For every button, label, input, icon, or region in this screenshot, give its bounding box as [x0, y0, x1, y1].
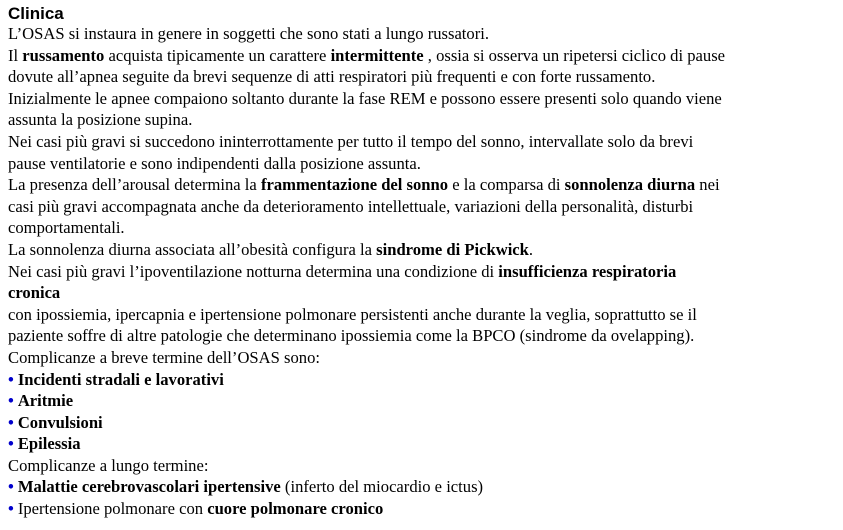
text-segment: Il [8, 45, 23, 65]
text-line [8, 153, 838, 175]
text-segment: Inizialmente le apnee compaiono soltanto durante la fase REM e possono essere presenti solo quando viene [8, 88, 722, 108]
text-segment: Complicanze a lungo termine: [8, 455, 209, 475]
text-line [8, 455, 838, 477]
text-line [8, 196, 838, 218]
text-segment: Nei casi più gravi si succedono ininterrottamente per tutto il tempo del sonno, intervallate solo da brevi [8, 131, 694, 151]
text-line [8, 174, 838, 196]
text-segment: La sonnolenza diurna associata all’obesità configura la [8, 239, 377, 259]
bullet-icon: • [8, 369, 14, 389]
text-segment: assunta la posizione supina. [8, 110, 193, 130]
bold-term: Epilessia [17, 434, 81, 454]
bold-term: Malattie cerebrovascolari ipertensive [17, 477, 281, 497]
text-segment: Complicanze a breve termine dell’OSAS sono: [8, 347, 320, 367]
text-line [8, 239, 838, 261]
bullet-list-item [8, 498, 838, 520]
text-segment: (inferto del miocardio e ictus) [280, 477, 484, 497]
text-segment: pause ventilatorie e sono indipendenti dalla posizione assunta. [8, 153, 421, 173]
text-segment: La presenza dell’arousal determina la [8, 175, 261, 195]
text-segment: con ipossiemia, ipercapnia e ipertensione polmonare persistenti anche durante la veglia, soprattutto se il [8, 304, 697, 324]
text-segment: casi più gravi accompagnata anche da deterioramento intellettuale, variazioni della personalità, disturbi [8, 196, 694, 216]
bold-term: Convulsioni [17, 412, 103, 432]
text-segment: acquista tipicamente un carattere [104, 45, 331, 65]
bullet-list-item [8, 476, 838, 498]
text-segment: , ossia si osserva un ripetersi ciclico di pause [423, 45, 726, 65]
text-line [8, 347, 838, 369]
bold-term: sonnolenza diurna [564, 175, 696, 195]
bold-term: russamento [22, 45, 105, 65]
bullet-icon: • [8, 434, 14, 454]
bullet-list-item [8, 390, 838, 412]
text-line [8, 325, 838, 347]
text-segment: paziente soffre di altre patologie che determinano ipossiemia come la BPCO (sindrome da ovelapping). [8, 326, 695, 346]
text-line [8, 88, 838, 110]
text-line [8, 23, 838, 45]
text-segment: L’OSAS si instaura in genere in soggetti che sono stati a lungo russatori. [8, 24, 489, 43]
section-title: Clinica [8, 4, 64, 23]
text-segment: comportamentali. [8, 218, 125, 238]
text-line [8, 261, 838, 283]
text-segment: dovute all’apnea seguite da brevi sequenze di atti respiratori più frequenti e con forte russamento. [8, 67, 656, 87]
document-page [8, 4, 838, 520]
bold-term: cuore polmonare cronico [207, 499, 384, 519]
text-segment: Nei casi più gravi l’ipoventilazione notturna determina una condizione di [8, 261, 499, 281]
bold-term: frammentazione del sonno [260, 175, 449, 195]
document-body [8, 23, 838, 520]
bold-term: intermittente [330, 45, 424, 65]
text-line [8, 45, 838, 67]
text-line [8, 131, 838, 153]
text-line [8, 66, 838, 88]
text-line [8, 109, 838, 131]
bullet-icon: • [8, 412, 14, 432]
bullet-list-item [8, 369, 838, 391]
bold-term: cronica [8, 283, 61, 303]
bold-term: insufficienza respiratoria [498, 261, 677, 281]
text-segment: e la comparsa di [448, 175, 565, 195]
bullet-icon: • [8, 391, 14, 411]
bullet-list-item [8, 412, 838, 434]
text-segment: . [528, 239, 534, 259]
text-line [8, 217, 838, 239]
bullet-icon: • [8, 477, 14, 497]
bold-term: Aritmie [17, 391, 74, 411]
bullet-icon: • [8, 499, 14, 519]
text-line [8, 304, 838, 326]
bold-term: Incidenti stradali e lavorativi [17, 369, 224, 389]
bullet-list-item [8, 433, 838, 455]
bold-term: sindrome di Pickwick [376, 239, 529, 259]
text-line [8, 282, 838, 304]
text-segment: Ipertensione polmonare con [17, 499, 208, 519]
text-segment: nei [695, 175, 720, 195]
